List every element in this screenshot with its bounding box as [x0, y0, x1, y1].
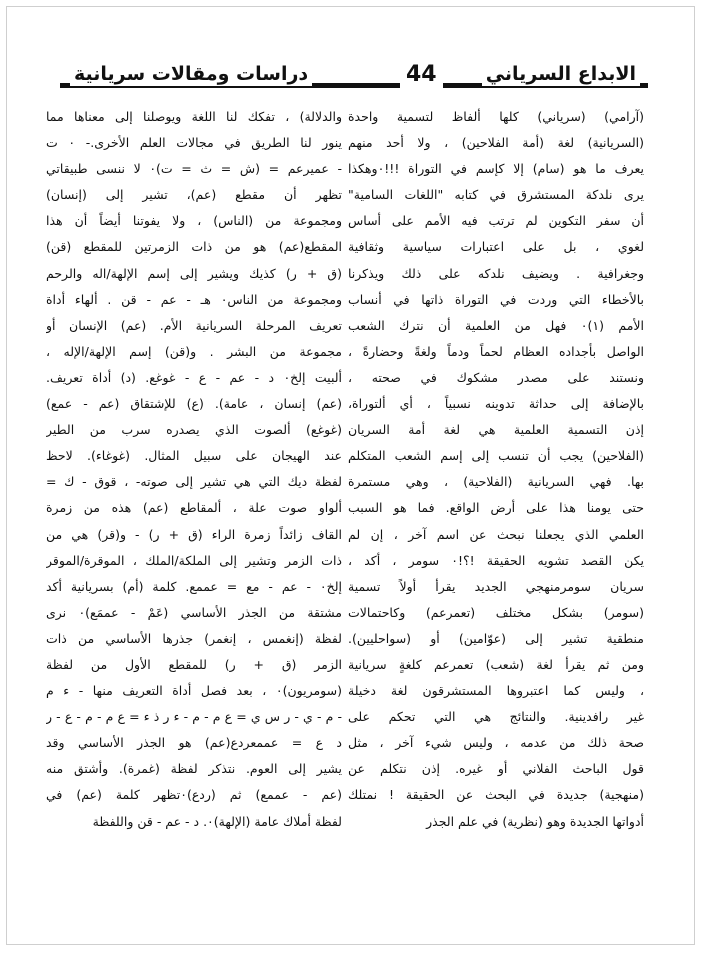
text-line: الواصل بأجداده العظام لحماً ودماً ولغةً وحضارةً ،: [348, 343, 644, 359]
text-line: ونستند على مصدر مشكوك في صحته ،: [348, 369, 644, 385]
text-line: (السريانية) لغة (أمة الفلاحين) ، ولا أحد منهم: [348, 135, 644, 151]
text-line: أن سفر التكوين لم ترتب فيه الأمم على أساس: [348, 213, 644, 229]
section-title: دراسات ومقالات سريانية: [70, 62, 312, 86]
text-line: لفظة ديك التي هي تشير إلى صوته- ، قوق - ك =: [46, 474, 342, 490]
text-line: (سومريون)٠ ، بعد فصل أداة التعريف منها - ء م: [46, 683, 342, 699]
text-line: وجغرافية . ويضيف نلدكه على ذلك ويذكرنا: [348, 265, 644, 281]
text-line: سريان سومرمنهجي الجديد يقرأ أولاً تسمية: [348, 578, 644, 594]
page-number: 44: [400, 62, 443, 88]
text-line: (آرامي) (سرياني) كلها ألفاظ لتسمية واحدة: [348, 109, 644, 124]
text-line: لفظة (إنغمس ، إنغمر) جذرها الأساسي من ذات: [46, 630, 342, 646]
text-line: ، وليس كما اعتبروها المستشرقون لغة دخيلة: [348, 683, 644, 699]
text-line: ومجموعة من (الناس) ، ولا يفوتنا أيضاً أن هذا: [46, 213, 342, 229]
text-line: ألواو صوت علة ، ألمقاطع (عم) هذه من زمرة: [46, 500, 342, 516]
text-line: لغوي ، بل على اعتبارات سياسية وثقافية: [348, 239, 644, 255]
text-line: ذات الزمر وتشير إلى الملكة/الملك ، الموقرة/الموقر: [46, 552, 342, 568]
text-line: ألبيت إلخ٠ د - عم - ع - غوغع. (د) أداة تعريف.: [46, 369, 342, 385]
text-line: الزمر (ق + ر) للمقطع الأول من لفظة: [46, 656, 342, 672]
text-line: الأمم (١)٠ فهل من العلمية أن نترك الشعب: [348, 317, 644, 333]
text-line: ومن ثم يقرأ لغة (شعب) تعمرعم كلغةٍ سريانية: [348, 656, 644, 672]
text-line: ومجموعة من الناس٠ هـ - عم - قن . ألهاء أداة: [46, 291, 342, 307]
text-line: ينور لنا الطريق في مجالات العلم الأخرى.- ٠ ت: [46, 135, 342, 151]
text-line: القاف زائداً زمرة الراء (ق + ر) - و(قر) هي من: [46, 526, 342, 542]
text-line: بالإضافة إلى حداثة تدوينه نسبياً ، أي ألتوراة،: [348, 396, 644, 412]
text-line: عند الهيجان على سبيل المثال. (غوغاء). لاحظ: [46, 448, 342, 464]
left-text-column: [46, 104, 342, 835]
text-line: (الفلاحين) يجب أن تنسب إلى إسم الشعب المتكلم: [348, 448, 644, 464]
text-line: أدواتها الجديدة وهو (نظرية) في علم الجذر: [426, 813, 644, 829]
text-line: (غوغع) ألصوت الذي يصدره سرب من الطير: [46, 422, 342, 438]
text-line: يكن القصد تشويه الحقيقة !؟!٠ سومر ، أكد ،: [348, 552, 644, 568]
text-line: لفظة أملاك عامة (الإلهة)٠. د - عم - قن واللفظة: [92, 813, 342, 829]
text-line: - عميرعم = (ش = ث = ت)٠ لا ننسى طبيقاتي: [46, 161, 342, 177]
text-line: منطقية تشير إلى (عوّامين) أو (سواحليين).: [348, 630, 644, 646]
text-line: إذن التسمية العلمية هي لغة أمة السريان: [348, 422, 644, 438]
text-line: (منهجية) جديدة في البحث عن الحقيقة ! نمتلك: [348, 787, 644, 803]
text-line: (ق + ر) كذيك ويشير إلى إسم الإلهة/اله والرحم: [46, 265, 342, 281]
text-line: يعرف ما هو (سام) إلا كإسم في التوراة !!!٠وهكذا: [348, 161, 644, 177]
text-line: قول الباحث الفلاني أو غيره. إذن نتكلم عن: [348, 761, 644, 777]
text-line: يشير إلى العوم. نتذكر لفظة (غمرة). وأشتق منه: [46, 761, 342, 777]
running-header: [60, 64, 648, 90]
text-line: غير رافدينية. والنتائج هي التي تحكم على: [348, 709, 644, 725]
text-line: بالأخطاء التي وردت في التوراة ذاتها في أنساب: [348, 291, 644, 307]
text-line: (عم - عممع) ثم (ردع)٠تظهر كلمة (عم) في: [46, 787, 342, 803]
text-line: تظهر أن مقطع (عم)، تشير إلى (إنسان): [46, 187, 342, 203]
text-line: تعريف المرحلة السريانية الأم. (عم) الإنسان أو: [46, 317, 342, 333]
text-line: - م - ي - ر س ي = ع م - م - ء ر ذ ء = ع م - م - ع - ر: [46, 709, 342, 725]
text-line: مجموعة من البشر . و(قن) إسم الإلهة/الإله ،: [46, 343, 342, 359]
text-line: بها. فهي السريانية (الفلاحية) ، وهي مستمرة: [348, 474, 644, 490]
text-line: مشتقة من الجذر الأساسي (عَمْ - عممَع)٠ نرى: [46, 604, 342, 620]
text-line: العلمي الذي يجعلنا نبحث عن اسم آخر ، إن لم: [348, 526, 644, 542]
text-line: (سومر) بشكل مختلف (تعمرعم) وكاحتمالات: [348, 604, 644, 620]
text-line: والدلالة) ، تفكك لنا اللغة ويوصلنا إلى معناها مما: [46, 109, 342, 124]
text-line: إلخ٠ - عم - مع = عممع. كلمة (أم) بسريانية أكد: [46, 578, 342, 594]
text-line: صحة ذلك من عدمه ، وليس شيء آخر ، مثل: [348, 735, 644, 751]
text-line: حتى يومنا هذا على أرض الواقع. فما هو السبب: [348, 500, 644, 516]
text-line: المقطع(عم) هو من ذات الزمرتين للمقطع (قن): [46, 239, 342, 255]
right-text-column: [348, 104, 644, 835]
magazine-title: الابداع السرياني: [482, 62, 640, 86]
text-line: (عم) إنسان ، عامة). (ع) للإشتقاق (عم - عمع): [46, 396, 342, 412]
text-line: د ع = عممعردع(عم) هو الجذر الأساسي وقد: [46, 735, 342, 751]
text-line: يرى نلدكة المستشرق في كتابه "اللغات السامية": [348, 187, 644, 203]
